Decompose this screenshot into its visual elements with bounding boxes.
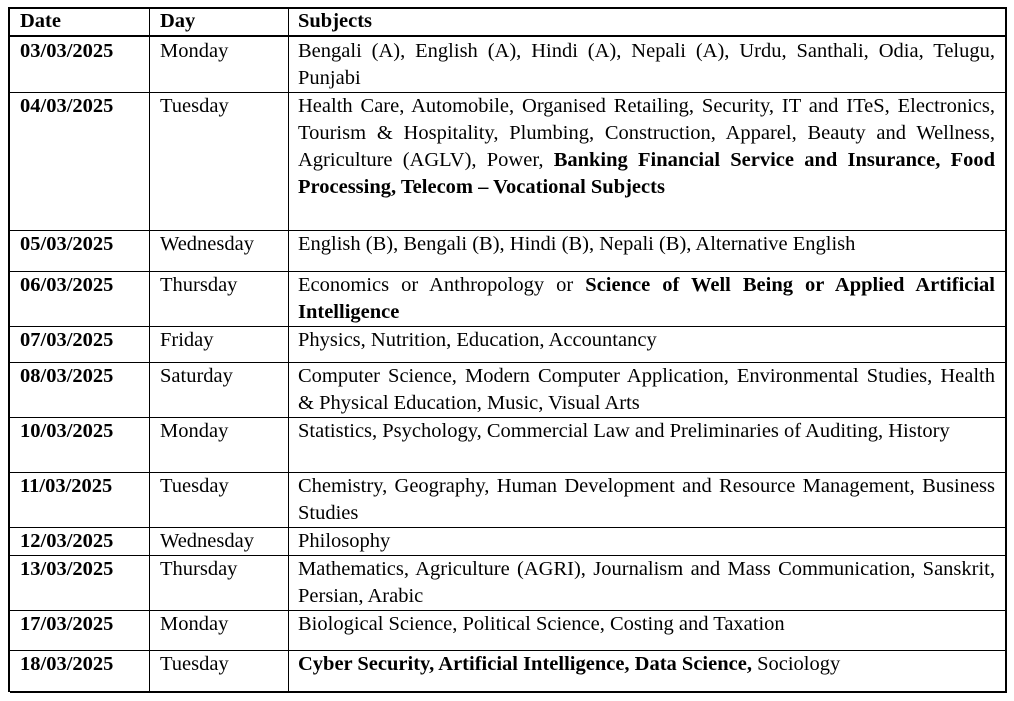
row-day: Friday [150, 327, 289, 362]
row-subjects [289, 363, 1007, 417]
row-date: 08/03/2025 [10, 363, 150, 417]
row-subjects [289, 528, 1007, 555]
subjects-bold-text: Cyber Security, Artificial Intelligence, Data Science, [298, 653, 752, 675]
table-row [10, 418, 1007, 473]
row-day: Thursday [150, 272, 289, 326]
subjects-text: Bengali (A), English (A), Hindi (A), Nepali (A), Urdu, Santhali, Odia, Telugu, Punjabi [298, 40, 995, 89]
row-subjects [289, 231, 1007, 271]
table-row [10, 93, 1007, 231]
row-day: Monday [150, 611, 289, 650]
row-day: Thursday [150, 556, 289, 610]
row-day: Wednesday [150, 231, 289, 271]
row-date: 04/03/2025 [10, 93, 150, 230]
table-row [10, 556, 1007, 611]
row-day: Wednesday [150, 528, 289, 555]
row-date: 11/03/2025 [10, 473, 150, 527]
subjects-text: Mathematics, Agriculture (AGRI), Journalism and Mass Communication, Sanskrit, Persian, Arabic [298, 558, 995, 607]
row-subjects [289, 611, 1007, 650]
table-row [10, 363, 1007, 418]
row-subjects [289, 651, 1007, 691]
subjects-text: Health Care, Automobile, Organised Retailing, Security, IT and ITeS, Electronics, Tourism & Hospitality, Plumbing, Construction, Apparel, Beauty and Wellness, Agriculture (AGLV), Power, [298, 95, 995, 171]
row-subjects [289, 93, 1007, 230]
table-row [10, 651, 1007, 693]
row-day: Monday [150, 37, 289, 92]
row-date: 06/03/2025 [10, 272, 150, 326]
table-row [10, 327, 1007, 363]
row-subjects [289, 418, 1007, 472]
row-day: Monday [150, 418, 289, 472]
subjects-text: Physics, Nutrition, Education, Accountancy [298, 329, 657, 351]
row-subjects [289, 556, 1007, 610]
subjects-text: Philosophy [298, 530, 391, 552]
row-date: 10/03/2025 [10, 418, 150, 472]
row-date: 12/03/2025 [10, 528, 150, 555]
table-row [10, 611, 1007, 651]
table-row [10, 473, 1007, 528]
header-date: Date [10, 9, 150, 35]
subjects-text: Chemistry, Geography, Human Development and Resource Management, Business Studies [298, 475, 995, 524]
subjects-text: Economics or Anthropology or [298, 274, 586, 296]
row-date: 17/03/2025 [10, 611, 150, 650]
row-date: 03/03/2025 [10, 37, 150, 92]
subjects-after-text: Sociology [751, 653, 841, 675]
header-subjects: Subjects [289, 9, 1007, 35]
row-subjects [289, 473, 1007, 527]
row-day: Tuesday [150, 651, 289, 691]
row-date: 07/03/2025 [10, 327, 150, 362]
row-day: Tuesday [150, 473, 289, 527]
subjects-bold-text: Science of Well Being or Applied Artificial Intelligence [298, 274, 996, 323]
row-subjects [289, 272, 1007, 326]
subjects-text: Biological Science, Political Science, Costing and Taxation [298, 613, 785, 635]
table-row [10, 272, 1007, 327]
row-date: 13/03/2025 [10, 556, 150, 610]
row-date: 05/03/2025 [10, 231, 150, 271]
subjects-text: Computer Science, Modern Computer Application, Environmental Studies, Health & Physical Education, Music, Visual Arts [298, 365, 995, 414]
subjects-bold-text: Banking Financial Service and Insurance, Food Processing, Telecom – Vocational Subjects [298, 149, 995, 198]
row-day: Tuesday [150, 93, 289, 230]
row-day: Saturday [150, 363, 289, 417]
row-subjects [289, 327, 1007, 362]
subjects-text: Statistics, Psychology, Commercial Law and Preliminaries of Auditing, History [298, 420, 950, 442]
table-row [10, 37, 1007, 93]
exam-schedule-table [8, 7, 1007, 692]
subjects-text: English (B), Bengali (B), Hindi (B), Nepali (B), Alternative English [298, 233, 856, 255]
header-day: Day [150, 9, 289, 35]
table-row [10, 231, 1007, 272]
table-header-row [10, 9, 1007, 37]
row-date: 18/03/2025 [10, 651, 150, 691]
table-row [10, 528, 1007, 556]
row-subjects [289, 37, 1007, 92]
